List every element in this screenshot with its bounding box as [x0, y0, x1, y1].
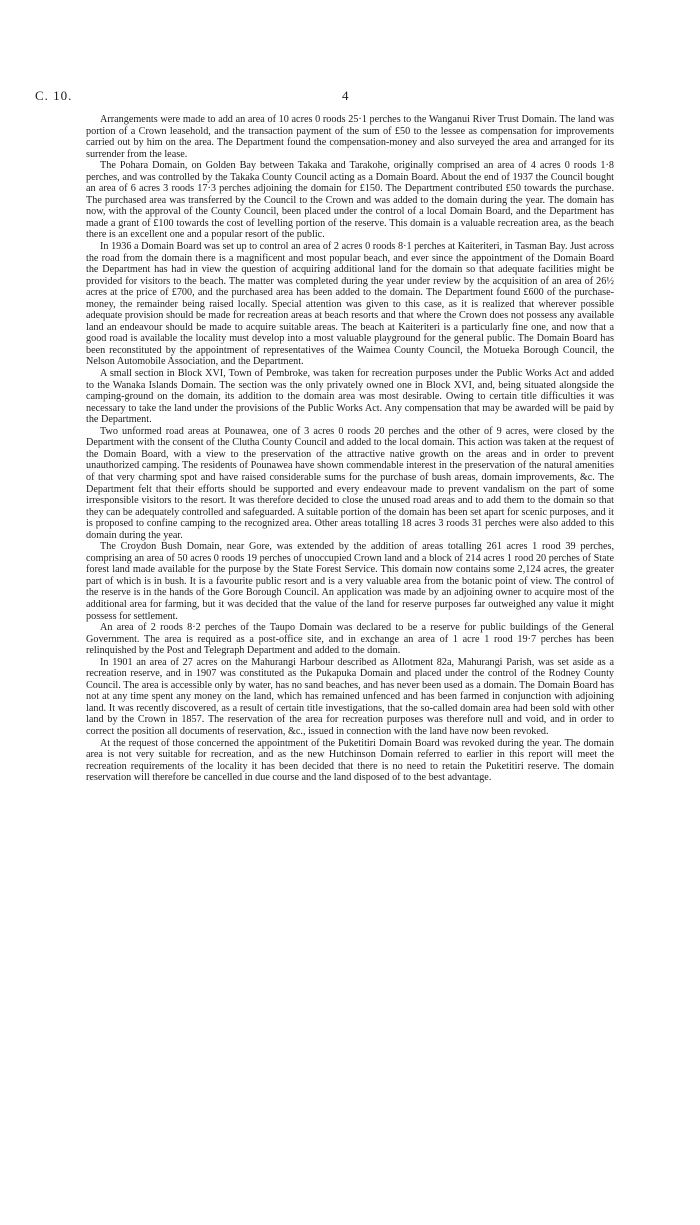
paragraph-puketitiri: At the request of those concerned the appointment of the Puketitiri Domain Board was revoked during the year. The domain area is not very suitable for recreation, and as the new Hutchinson Domain referred to earlier in this report will meet the recreation requirements of the locality it has been decided that there is no need to retain the Puketitiri reserve. The domain reservation will therefore be cancelled in due course and the land disposed of to the best advantage.: [86, 737, 614, 784]
paragraph-pohara: The Pohara Domain, on Golden Bay between Takaka and Tarakohe, originally comprised an area of 4 acres 0 roods 1·8 perches, and was controlled by the Takaka County Council acting as a Domain Board. About the end of 1937 the Council bought an area of 6 acres 3 roods 17·3 perches adjoining the domain for £150. The Department contributed £50 towards the purchase. The purchased area was transferred by the Council to the Crown and was added to the domain during the year. The domain has now, with the approval of the County Council, been placed under the control of a local Domain Board, and the Department has made a grant of £100 towards the cost of levelling portion of the reserve. This domain is a valuable recreation area, as the beach there is an excellent one and a popular resort of the public.: [86, 160, 614, 241]
page-number: 4: [342, 88, 350, 103]
document-reference: C. 10.: [35, 88, 73, 103]
body-text: [86, 114, 614, 784]
document-page: [35, 88, 614, 784]
paragraph-croydon: The Croydon Bush Domain, near Gore, was extended by the addition of areas totalling 261 acres 1 rood 39 perches, comprising an area of 50 acres 0 roods 19 perches of unoccupied Crown land and a block of 214 acres 1 rood 20 perches of State forest land made available for the purpose by the State Forest Service. This domain now contains some 2,124 acres, the greater part of which is in bush. It is a favourite public resort and is a very valuable area from the botanic point of view. The control of the reserve is in the hands of the Gore Borough Council. An application was made by an adjoining owner to acquire most of the additional area for farming, but it was decided that the value of the land for reserve purposes far outweighed any value it might possess for settlement.: [86, 541, 614, 622]
paragraph-kaiteriteri: In 1936 a Domain Board was set up to control an area of 2 acres 0 roods 8·1 perches at Kaiteriteri, in Tasman Bay. Just across the road from the domain there is a magnificent and most popular beach, and ever since the appointment of the Domain Board the Department has had in view the question of acquiring additional land for the domain so that adequate facilities might be provided for visitors to the beach. The matter was completed during the year under review by the acquisition of an area of 26½ acres at the price of £700, and the purchased area has been added to the domain. The Department found £600 of the purchase-money, the remainder being raised locally. Special attention was given to this case, as it is realized that wherever possible adequate provision should be made for recreation areas at beach resorts and that where the Crown does not possess any available land an endeavour should be made to acquire suitable areas. The beach at Kaiteriteri is a particularly fine one, and now that a good road is available the locality must develop into a most valuable playground for the general public. The Domain Board has been reconstituted by the appointment of representatives of the Waimea County Council, the Motueka Borough Council, the Nelson Automobile Association, and the Department.: [86, 241, 614, 368]
paragraph-mahurangi: In 1901 an area of 27 acres on the Mahurangi Harbour described as Allotment 82a, Mahurangi Parish, was set aside as a recreation reserve, and in 1907 was constituted as the Pukapuka Domain and placed under the control of the Rodney County Council. The area is accessible only by water, has no sand beaches, and has never been used as a domain. The Domain Board has not at any time spent any money on the land, which has remained unfenced and has been farmed in conjunction with adjoining land. It was recently discovered, as a result of certain title investigations, that the so-called domain area had been sold with other land by the Crown in 1857. The reservation of the area for recreation purposes was therefore null and void, and in order to correct the position all documents of reservation, &c., issued in connection with the land have now been revoked.: [86, 656, 614, 737]
paragraph-pounawea: Two unformed road areas at Pounawea, one of 3 acres 0 roods 20 perches and the other of 9 acres, were closed by the Department with the consent of the Clutha County Council and added to the local domain. This action was taken at the request of the Domain Board, with a view to the preservation of the attractive native growth on the areas and in order to prevent unauthorized camping. The residents of Pounawea have shown commendable interest in the preservation of the natural amenities of that very charming spot and have raised considerable sums for the purchase of bush areas, domain improvements, &c. The Department felt that their efforts should be supported and every endeavour made to prevent vandalism on the part of some irresponsible visitors to the resort. It was therefore decided to close the unused road areas and to add them to the domain so that they can be adequately controlled and safeguarded. A suitable portion of the domain has been set apart for scenic purposes, and it is proposed to confine camping to the recognized area. Other areas totalling 18 acres 3 roods 31 perches were also added to this domain during the year.: [86, 425, 614, 541]
page-header: [35, 88, 614, 110]
paragraph-taupo: An area of 2 roods 8·2 perches of the Taupo Domain was declared to be a reserve for public buildings of the General Government. The area is required as a post-office site, and in exchange an area of 1 acre 1 rood 19·7 perches has been relinquished by the Post and Telegraph Department and added to the domain.: [86, 622, 614, 657]
paragraph-wanganui: Arrangements were made to add an area of 10 acres 0 roods 25·1 perches to the Wanganui River Trust Domain. The land was portion of a Crown leasehold, and the transaction payment of the sum of £50 to the lessee as compensation for improvements carried out by him on the area. The Department found the compensation-money and also surveyed the area and arranged for its surrender from the lease.: [86, 114, 614, 160]
paragraph-pembroke: A small section in Block XVI, Town of Pembroke, was taken for recreation purposes under the Public Works Act and added to the Wanaka Islands Domain. The section was the only privately owned one in Block XVI, and, being situated alongside the camping-ground on the domain, its addition to the domain area was most desirable. Owing to certain title difficulties it was necessary to take the land under the provisions of the Public Works Act. Any compensation that may be awarded will be paid by the Department.: [86, 368, 614, 426]
